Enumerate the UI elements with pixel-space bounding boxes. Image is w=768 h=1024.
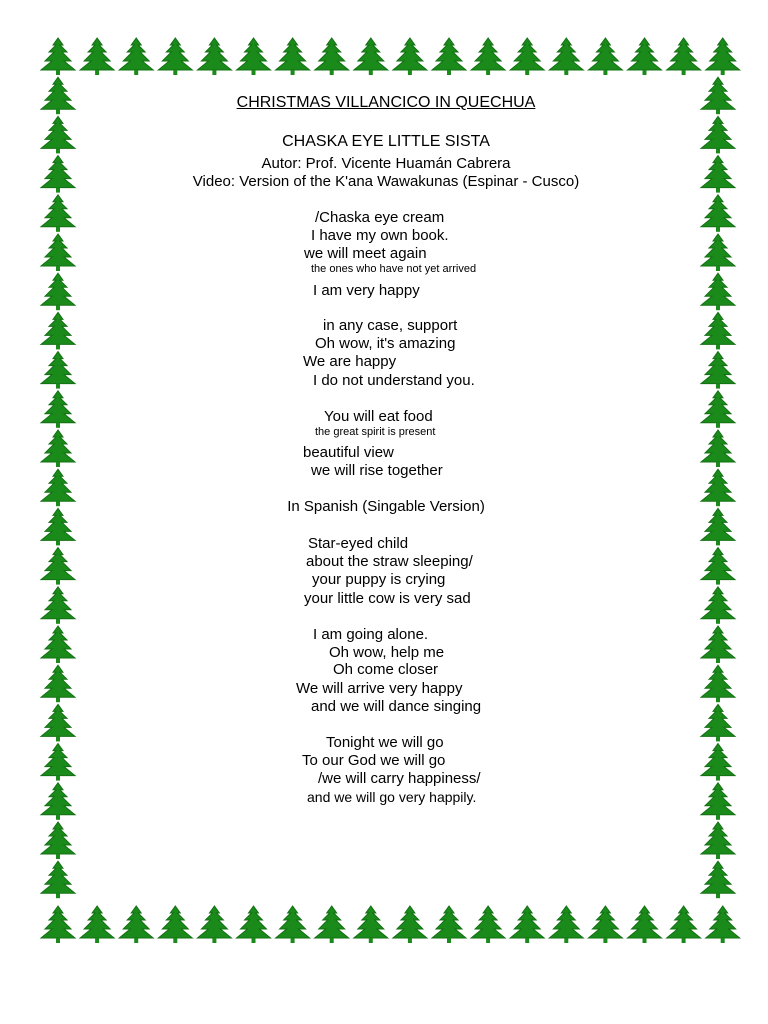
- christmas-tree-icon: [549, 38, 583, 75]
- christmas-tree-icon: [701, 548, 735, 585]
- verse-line: in any case, support: [323, 317, 458, 334]
- verse-line: /we will carry happiness/: [318, 770, 481, 787]
- verse-line: beautiful view: [303, 444, 394, 461]
- christmas-tree-icon: [41, 822, 75, 859]
- christmas-tree-icon: [276, 906, 310, 943]
- christmas-tree-icon: [701, 704, 735, 741]
- verse-line: Oh wow, it's amazing: [315, 335, 456, 352]
- christmas-tree-icon: [119, 38, 153, 75]
- verse-line: I am very happy: [313, 282, 420, 299]
- christmas-tree-icon: [41, 469, 75, 506]
- christmas-tree-icon: [510, 38, 544, 75]
- verse-line: the ones who have not yet arrived: [311, 263, 477, 275]
- christmas-tree-icon: [41, 273, 75, 310]
- christmas-tree-icon: [432, 38, 466, 75]
- christmas-tree-icon: [701, 783, 735, 820]
- christmas-tree-icon: [701, 744, 735, 781]
- christmas-tree-icon: [158, 38, 192, 75]
- christmas-tree-icon: [197, 38, 231, 75]
- christmas-tree-icon: [701, 116, 735, 153]
- christmas-tree-icon: [701, 312, 735, 349]
- christmas-tree-icon: [41, 234, 75, 271]
- verse-line: Tonight we will go: [326, 734, 444, 751]
- christmas-tree-icon: [237, 906, 271, 943]
- christmas-tree-icon: [41, 312, 75, 349]
- christmas-tree-icon: [41, 38, 75, 75]
- verse-line: about the straw sleeping/: [306, 553, 473, 570]
- christmas-tree-icon: [588, 906, 622, 943]
- christmas-tree-icon: [41, 77, 75, 114]
- christmas-tree-icon: [158, 906, 192, 943]
- christmas-tree-icon: [701, 391, 735, 428]
- christmas-tree-icon: [701, 861, 735, 898]
- verse-line: I do not understand you.: [313, 372, 475, 389]
- christmas-tree-icon: [41, 587, 75, 624]
- christmas-tree-icon: [354, 38, 388, 75]
- christmas-tree-icon: [41, 195, 75, 232]
- christmas-tree-icon: [41, 906, 75, 943]
- verse-line: your little cow is very sad: [304, 590, 471, 607]
- section-heading: In Spanish (Singable Version): [287, 498, 485, 515]
- christmas-tree-icon: [41, 156, 75, 193]
- verse-line: Star-eyed child: [308, 535, 409, 552]
- song-subtitle: CHASKA EYE LITTLE SISTA: [282, 133, 490, 150]
- christmas-tree-icon: [701, 469, 735, 506]
- christmas-tree-icon: [41, 744, 75, 781]
- verse-line: the great spirit is present: [315, 426, 436, 438]
- christmas-tree-icon: [41, 704, 75, 741]
- christmas-tree-icon: [701, 234, 735, 271]
- christmas-tree-icon: [315, 906, 349, 943]
- christmas-tree-icon: [41, 783, 75, 820]
- christmas-tree-icon: [80, 906, 114, 943]
- christmas-tree-icon: [41, 352, 75, 389]
- christmas-tree-icon: [471, 906, 505, 943]
- verse-line: I have my own book.: [311, 227, 449, 244]
- christmas-tree-icon: [393, 906, 427, 943]
- christmas-tree-icon: [701, 626, 735, 663]
- christmas-tree-icon: [41, 391, 75, 428]
- christmas-tree-icon: [276, 38, 310, 75]
- christmas-tree-icon: [701, 587, 735, 624]
- christmas-tree-icon: [237, 38, 271, 75]
- christmas-tree-icon: [628, 906, 662, 943]
- christmas-tree-icon: [701, 195, 735, 232]
- christmas-tree-icon: [706, 906, 740, 943]
- christmas-tree-icon: [701, 273, 735, 310]
- verse-line: Oh wow, help me: [329, 644, 445, 661]
- christmas-tree-icon: [41, 116, 75, 153]
- verse-line: We will arrive very happy: [296, 680, 463, 697]
- christmas-tree-icon: [510, 906, 544, 943]
- verse-line: your puppy is crying: [312, 571, 446, 588]
- christmas-tree-icon: [706, 38, 740, 75]
- christmas-tree-icon: [197, 906, 231, 943]
- christmas-tree-icon: [628, 38, 662, 75]
- christmas-tree-icon: [41, 626, 75, 663]
- christmas-tree-icon: [41, 508, 75, 545]
- christmas-tree-icon: [701, 508, 735, 545]
- christmas-tree-icon: [41, 665, 75, 702]
- christmas-tree-icon: [701, 156, 735, 193]
- verse-line: Oh come closer: [333, 661, 439, 678]
- christmas-tree-icon: [701, 822, 735, 859]
- verse-line: we will rise together: [311, 462, 443, 479]
- christmas-tree-icon: [701, 430, 735, 467]
- christmas-tree-icon: [354, 906, 388, 943]
- christmas-tree-icon: [41, 861, 75, 898]
- verse-line: To our God we will go: [302, 752, 446, 769]
- verse-line: /Chaska eye cream: [315, 209, 445, 226]
- christmas-tree-icon: [432, 906, 466, 943]
- christmas-tree-icon: [41, 430, 75, 467]
- page-title: CHRISTMAS VILLANCICO IN QUECHUA: [236, 94, 536, 111]
- christmas-tree-icon: [667, 906, 701, 943]
- christmas-tree-icon: [701, 665, 735, 702]
- christmas-tree-icon: [393, 38, 427, 75]
- christmas-tree-icon: [667, 38, 701, 75]
- christmas-tree-icon: [315, 38, 349, 75]
- christmas-tree-icon: [701, 77, 735, 114]
- christmas-tree-icon: [471, 38, 505, 75]
- christmas-tree-icon: [80, 38, 114, 75]
- verse-line: You will eat food: [324, 408, 433, 425]
- christmas-tree-icon: [119, 906, 153, 943]
- author-line: Autor: Prof. Vicente Huamán Cabrera: [261, 155, 511, 172]
- christmas-tree-icon: [701, 352, 735, 389]
- verse-line: and we will go very happily.: [307, 789, 477, 805]
- christmas-tree-icon: [549, 906, 583, 943]
- christmas-tree-icon: [41, 548, 75, 585]
- verse-line: We are happy: [303, 353, 397, 370]
- video-line: Video: Version of the K'ana Wawakunas (Espinar - Cusco): [192, 173, 580, 190]
- verse-line: I am going alone.: [313, 626, 429, 643]
- christmas-tree-icon: [588, 38, 622, 75]
- verse-line: we will meet again: [304, 245, 427, 262]
- verse-line: and we will dance singing: [311, 698, 482, 715]
